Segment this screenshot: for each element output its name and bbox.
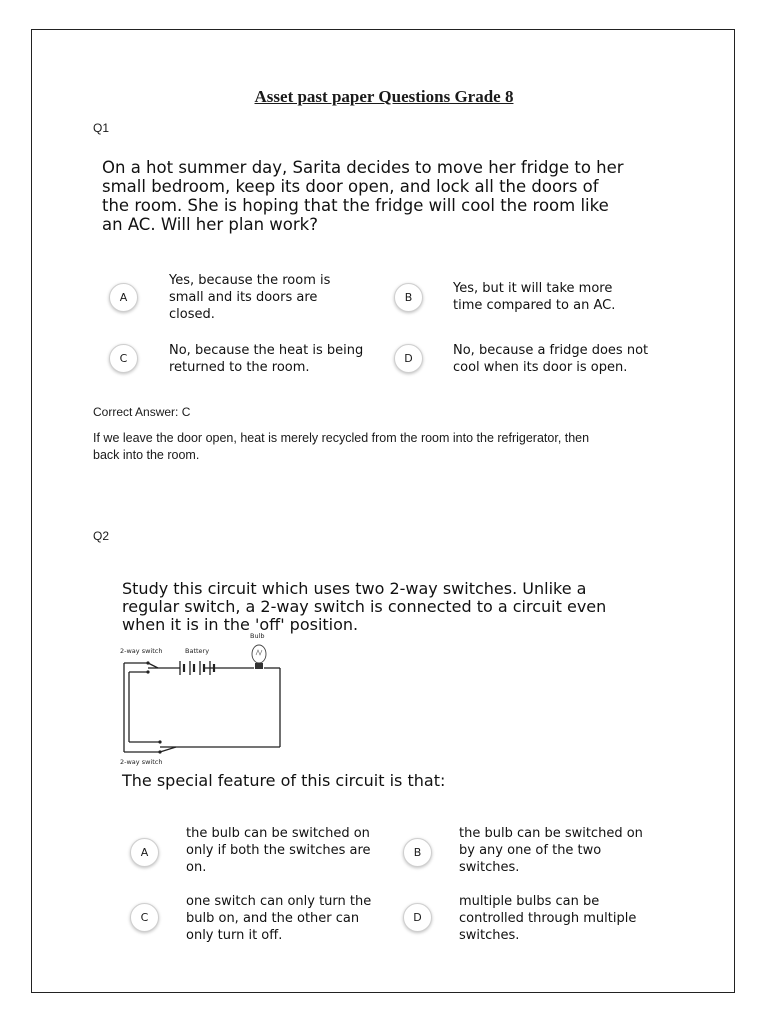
q1-option-d-text [453, 342, 648, 376]
switch-bottom-contact [158, 750, 161, 753]
q2-stem [122, 580, 606, 634]
q2-feature-prompt: The special feature of this circuit is that: [122, 771, 446, 790]
explanation-line: If we leave the door open, heat is merely recycled from the room into the refrigerator, then [93, 431, 590, 445]
option-line: bulb on, and the other can [186, 911, 360, 926]
switch-top-lever [148, 663, 158, 668]
q1-stem-line: On a hot summer day, Sarita decides to move her fridge to her [102, 158, 624, 177]
q2-stem-line: Study this circuit which uses two 2-way switches. Unlike a [122, 579, 587, 598]
switch-bottom-contact [158, 740, 161, 743]
explanation-line: back into the room. [93, 448, 200, 462]
option-line: the bulb can be switched on [459, 826, 643, 841]
option-line: returned to the room. [169, 360, 310, 375]
option-line: No, because a fridge does not [453, 343, 649, 358]
circuit-wires [124, 663, 280, 752]
q2-option-c-radio[interactable]: C [130, 903, 159, 932]
q2-option-d-text [459, 893, 636, 944]
q1-stem-line: small bedroom, keep its door open, and lock all the doors of [102, 177, 599, 196]
option-line: closed. [169, 307, 215, 322]
q1-option-c-radio[interactable]: C [109, 344, 138, 373]
q2-option-b-radio[interactable]: B [403, 838, 432, 867]
q1-label: Q1 [93, 121, 110, 135]
option-line: Yes, but it will take more [453, 281, 613, 296]
q1-correct-answer: Correct Answer: C [93, 405, 191, 419]
q2-option-a-radio[interactable]: A [130, 838, 159, 867]
q1-option-d-radio[interactable]: D [394, 344, 423, 373]
option-line: the bulb can be switched on [186, 826, 370, 841]
q2-stem-line: when it is in the 'off' position. [122, 615, 359, 634]
battery-icon [180, 661, 215, 675]
bulb-label: Bulb [250, 632, 265, 640]
switch-top-contact [146, 670, 149, 673]
q2-option-b-text [459, 825, 643, 876]
option-line: No, because the heat is being [169, 343, 364, 358]
q1-option-a-text [169, 272, 330, 323]
q2-stem-line: regular switch, a 2-way switch is connected to a circuit even [122, 597, 607, 616]
option-line: switches. [459, 928, 520, 943]
q1-option-b-text [453, 280, 615, 314]
q1-stem-line: an AC. Will her plan work? [102, 215, 318, 234]
option-line: switches. [459, 860, 520, 875]
q1-stem [102, 158, 624, 234]
option-line: small and its doors are [169, 290, 318, 305]
bulb-icon [252, 645, 266, 669]
option-line: multiple bulbs can be [459, 894, 600, 909]
switch-top-label: 2-way switch [120, 647, 163, 655]
option-line: time compared to an AC. [453, 298, 616, 313]
q2-option-d-radio[interactable]: D [403, 903, 432, 932]
option-line: only if both the switches are [186, 843, 371, 858]
q1-stem-line: the room. She is hoping that the fridge will cool the room like [102, 196, 609, 215]
option-line: cool when its door is open. [453, 360, 628, 375]
option-line: on. [186, 860, 207, 875]
q1-option-a-radio[interactable]: A [109, 283, 138, 312]
q1-option-b-radio[interactable]: B [394, 283, 423, 312]
option-line: only turn it off. [186, 928, 283, 943]
q2-label: Q2 [93, 529, 110, 543]
q2-option-c-text [186, 893, 371, 944]
switch-bottom-label: 2-way switch [120, 758, 163, 766]
option-line: controlled through multiple [459, 911, 637, 926]
option-line: Yes, because the room is [169, 273, 331, 288]
q1-explanation [93, 430, 589, 464]
switch-levers [146, 661, 176, 753]
page-title: Asset past paper Questions Grade 8 [254, 87, 514, 106]
circuit-diagram [118, 630, 288, 770]
option-line: by any one of the two [459, 843, 602, 858]
option-line: one switch can only turn the [186, 894, 372, 909]
switch-top-contact [146, 661, 149, 664]
switch-bottom-lever [160, 747, 176, 752]
q2-option-a-text [186, 825, 371, 876]
battery-label: Battery [185, 647, 210, 655]
q1-option-c-text [169, 342, 363, 376]
